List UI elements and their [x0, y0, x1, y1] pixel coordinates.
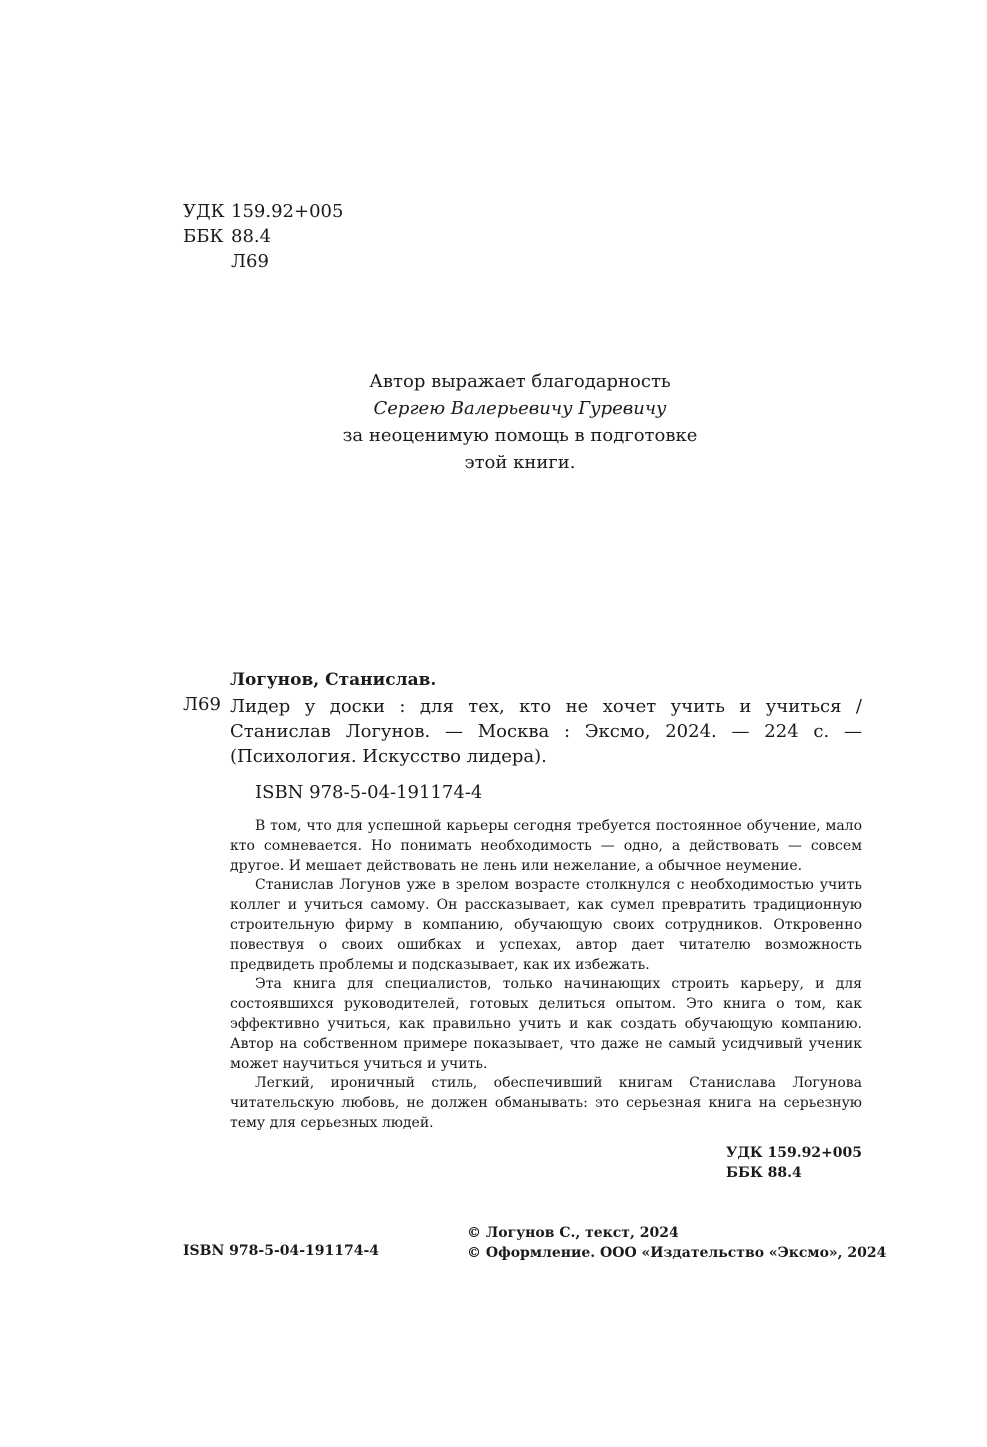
- copyright-block: [467, 1223, 886, 1263]
- author-sign: Л69: [231, 251, 269, 272]
- bbk-row: [183, 224, 343, 249]
- ack-name: Сергею Валерьевичу Гуревичу: [373, 398, 667, 419]
- bibliographic-description: Лидер у доски : для тех, кто не хочет учить и учиться / Станислав Логунов. — Москва : Эксмо, 2024. — 224 с. — (Психология. Искусство лидера).: [230, 696, 862, 767]
- bibliographic-author: Логунов, Станислав.: [230, 670, 437, 690]
- bbk-label: ББК: [183, 226, 224, 247]
- annotation-paragraph: Станислав Логунов уже в зрелом возрасте столкнулся с необходимостью учить коллег и учиться самому. Он рассказывает, как сумел превратить традиционную строительную фирму в компанию, обучающую своих сотрудников. Откровенно повествуя о своих ошибках и успехах, автор дает читателю возможность предвидеть проблемы и подсказывает, как их избежать.: [230, 877, 862, 973]
- author-sign-row: [183, 249, 343, 274]
- footer-udk: УДК 159.92+005: [726, 1145, 862, 1161]
- ack-line-1: Автор выражает благодарность: [369, 371, 671, 392]
- acknowledgement: [290, 368, 750, 476]
- annotation: [230, 817, 862, 1134]
- udk-row: [183, 199, 343, 224]
- bibliographic-isbn: ISBN 978-5-04-191174-4: [255, 782, 483, 803]
- ack-line-3: за неоценимую помощь в подготовке: [342, 425, 698, 446]
- udk-value: 159.92+005: [231, 201, 344, 222]
- footer-bbk: ББК 88.4: [726, 1165, 802, 1181]
- copyright-text: © Логунов С., текст, 2024: [467, 1225, 679, 1241]
- footer-classification: [726, 1143, 862, 1183]
- classification-block: [183, 199, 343, 274]
- udk-label: УДК: [183, 201, 225, 222]
- ack-line-4: этой книги.: [464, 452, 576, 473]
- annotation-paragraph: В том, что для успешной карьеры сегодня требуется постоянное обучение, мало кто сомневается. Но понимать необходимость — одно, а действовать — совсем другое. И мешает действовать не лень или нежелание, а обычное неумение.: [230, 818, 862, 874]
- bibliographic-code: Л69: [183, 694, 221, 715]
- annotation-paragraph: Эта книга для специалистов, только начинающих строить карьеру, и для состоявшихся руководителей, готовых делиться опытом. Это книга о том, как эффективно учиться, как правильно учить и как создать обучающую компанию. Автор на собственном примере показывает, что даже не самый усидчивый ученик может научиться учиться и учить.: [230, 976, 862, 1072]
- copyright-design: © Оформление. ООО «Издательство «Эксмо», 2024: [467, 1245, 887, 1261]
- footer-isbn: ISBN 978-5-04-191174-4: [183, 1243, 380, 1259]
- bbk-value: 88.4: [231, 226, 272, 247]
- annotation-paragraph: Легкий, ироничный стиль, обеспечивший книгам Станислава Логунова читательскую любовь, не должен обманывать: это серьезная книга на серьезную тему для серьезных людей.: [230, 1075, 862, 1131]
